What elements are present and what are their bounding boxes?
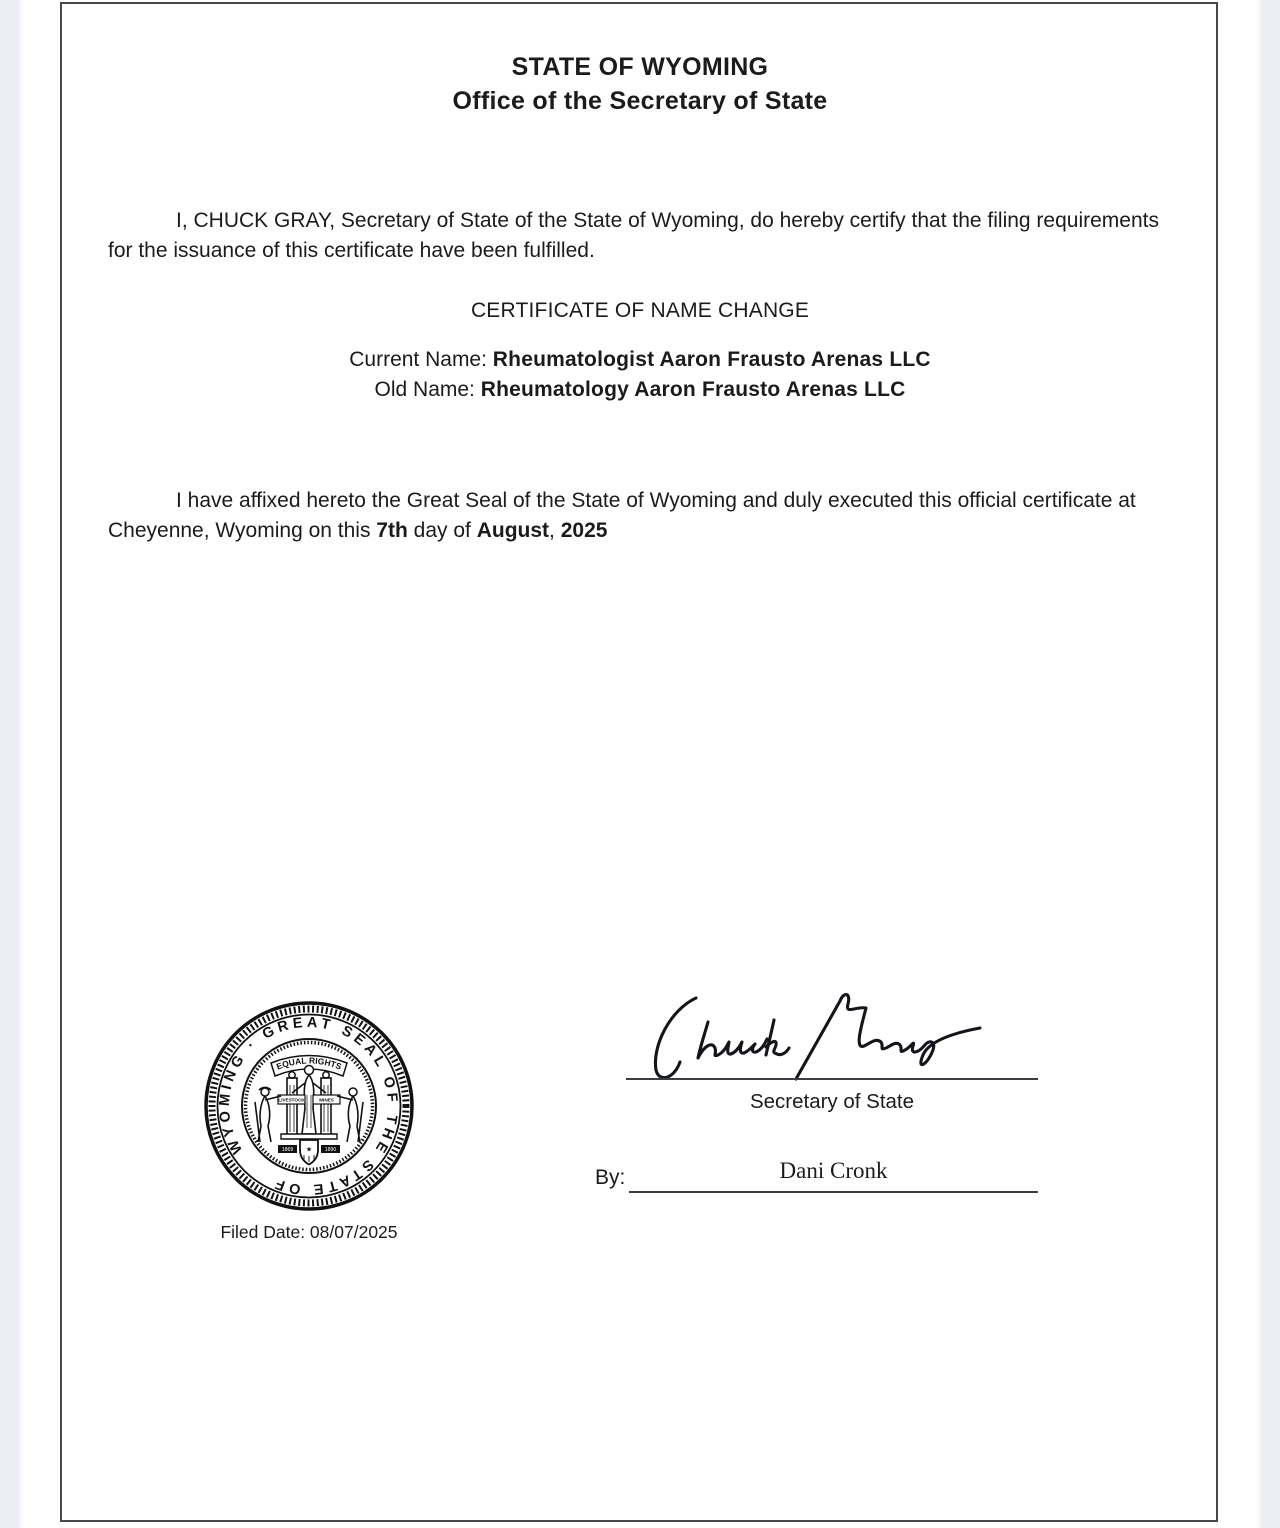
old-name-label: Old Name: bbox=[374, 378, 475, 401]
by-label: By: bbox=[595, 1166, 626, 1189]
certificate-title: CERTIFICATE OF NAME CHANGE bbox=[470, 299, 810, 322]
document-header bbox=[62, 50, 1218, 118]
certify-paragraph: I, CHUCK GRAY, Secretary of State of the State of Wyoming, do hereby certify that the filing requirements for the issuance of this certificate have been fulfilled. bbox=[108, 209, 1159, 262]
header-office-line: Office of the Secretary of State bbox=[452, 87, 828, 115]
filed-date: Filed Date: 08/07/2025 bbox=[220, 1222, 398, 1242]
seal-star: ★ bbox=[305, 1146, 313, 1154]
current-name-value: Rheumatologist Aaron Frausto Arenas LLC bbox=[492, 348, 931, 371]
seal-pillar-right-text: MINES bbox=[319, 1097, 334, 1103]
execution-prefix: I have affixed hereto the Great Seal of the State of Wyoming and duly executed this official certificate at Cheyenne, Wyoming on this bbox=[108, 489, 1136, 542]
great-seal-icon bbox=[203, 1000, 415, 1212]
old-name-value: Rheumatology Aaron Frausto Arenas LLC bbox=[480, 378, 906, 401]
viewer-left-margin bbox=[0, 0, 24, 1528]
execution-separator: , bbox=[549, 519, 555, 542]
seal-pillar-left-text: LIVESTOCK bbox=[278, 1097, 305, 1103]
chuck-gray-signature-icon bbox=[628, 984, 988, 1099]
old-name-line bbox=[62, 375, 1218, 405]
execution-middle: day of bbox=[413, 519, 471, 542]
signature-title: Secretary of State bbox=[749, 1090, 915, 1113]
viewer-right-margin bbox=[1256, 0, 1280, 1528]
execution-day: 7th bbox=[376, 519, 408, 542]
execution-paragraph bbox=[108, 486, 1170, 546]
execution-year: 2025 bbox=[560, 519, 608, 542]
current-name-line bbox=[62, 345, 1218, 375]
seal-date-right: 1890 bbox=[324, 1147, 337, 1153]
signature-line bbox=[626, 1078, 1038, 1080]
seal-banner-text: EQUAL RIGHTS bbox=[275, 1055, 343, 1072]
wyoming-great-seal bbox=[203, 1000, 415, 1212]
current-name-label: Current Name: bbox=[349, 348, 487, 371]
execution-month: August bbox=[476, 519, 550, 542]
name-change-block bbox=[62, 345, 1218, 405]
header-state-line: STATE OF WYOMING bbox=[511, 53, 769, 81]
by-signature-line bbox=[629, 1191, 1038, 1193]
by-signer-name: Dani Cronk bbox=[779, 1158, 888, 1183]
seal-ring-text: WYOMING · GREAT SEAL OF THE STATE OF bbox=[216, 1014, 401, 1198]
seal-date-left: 1869 bbox=[281, 1147, 294, 1153]
